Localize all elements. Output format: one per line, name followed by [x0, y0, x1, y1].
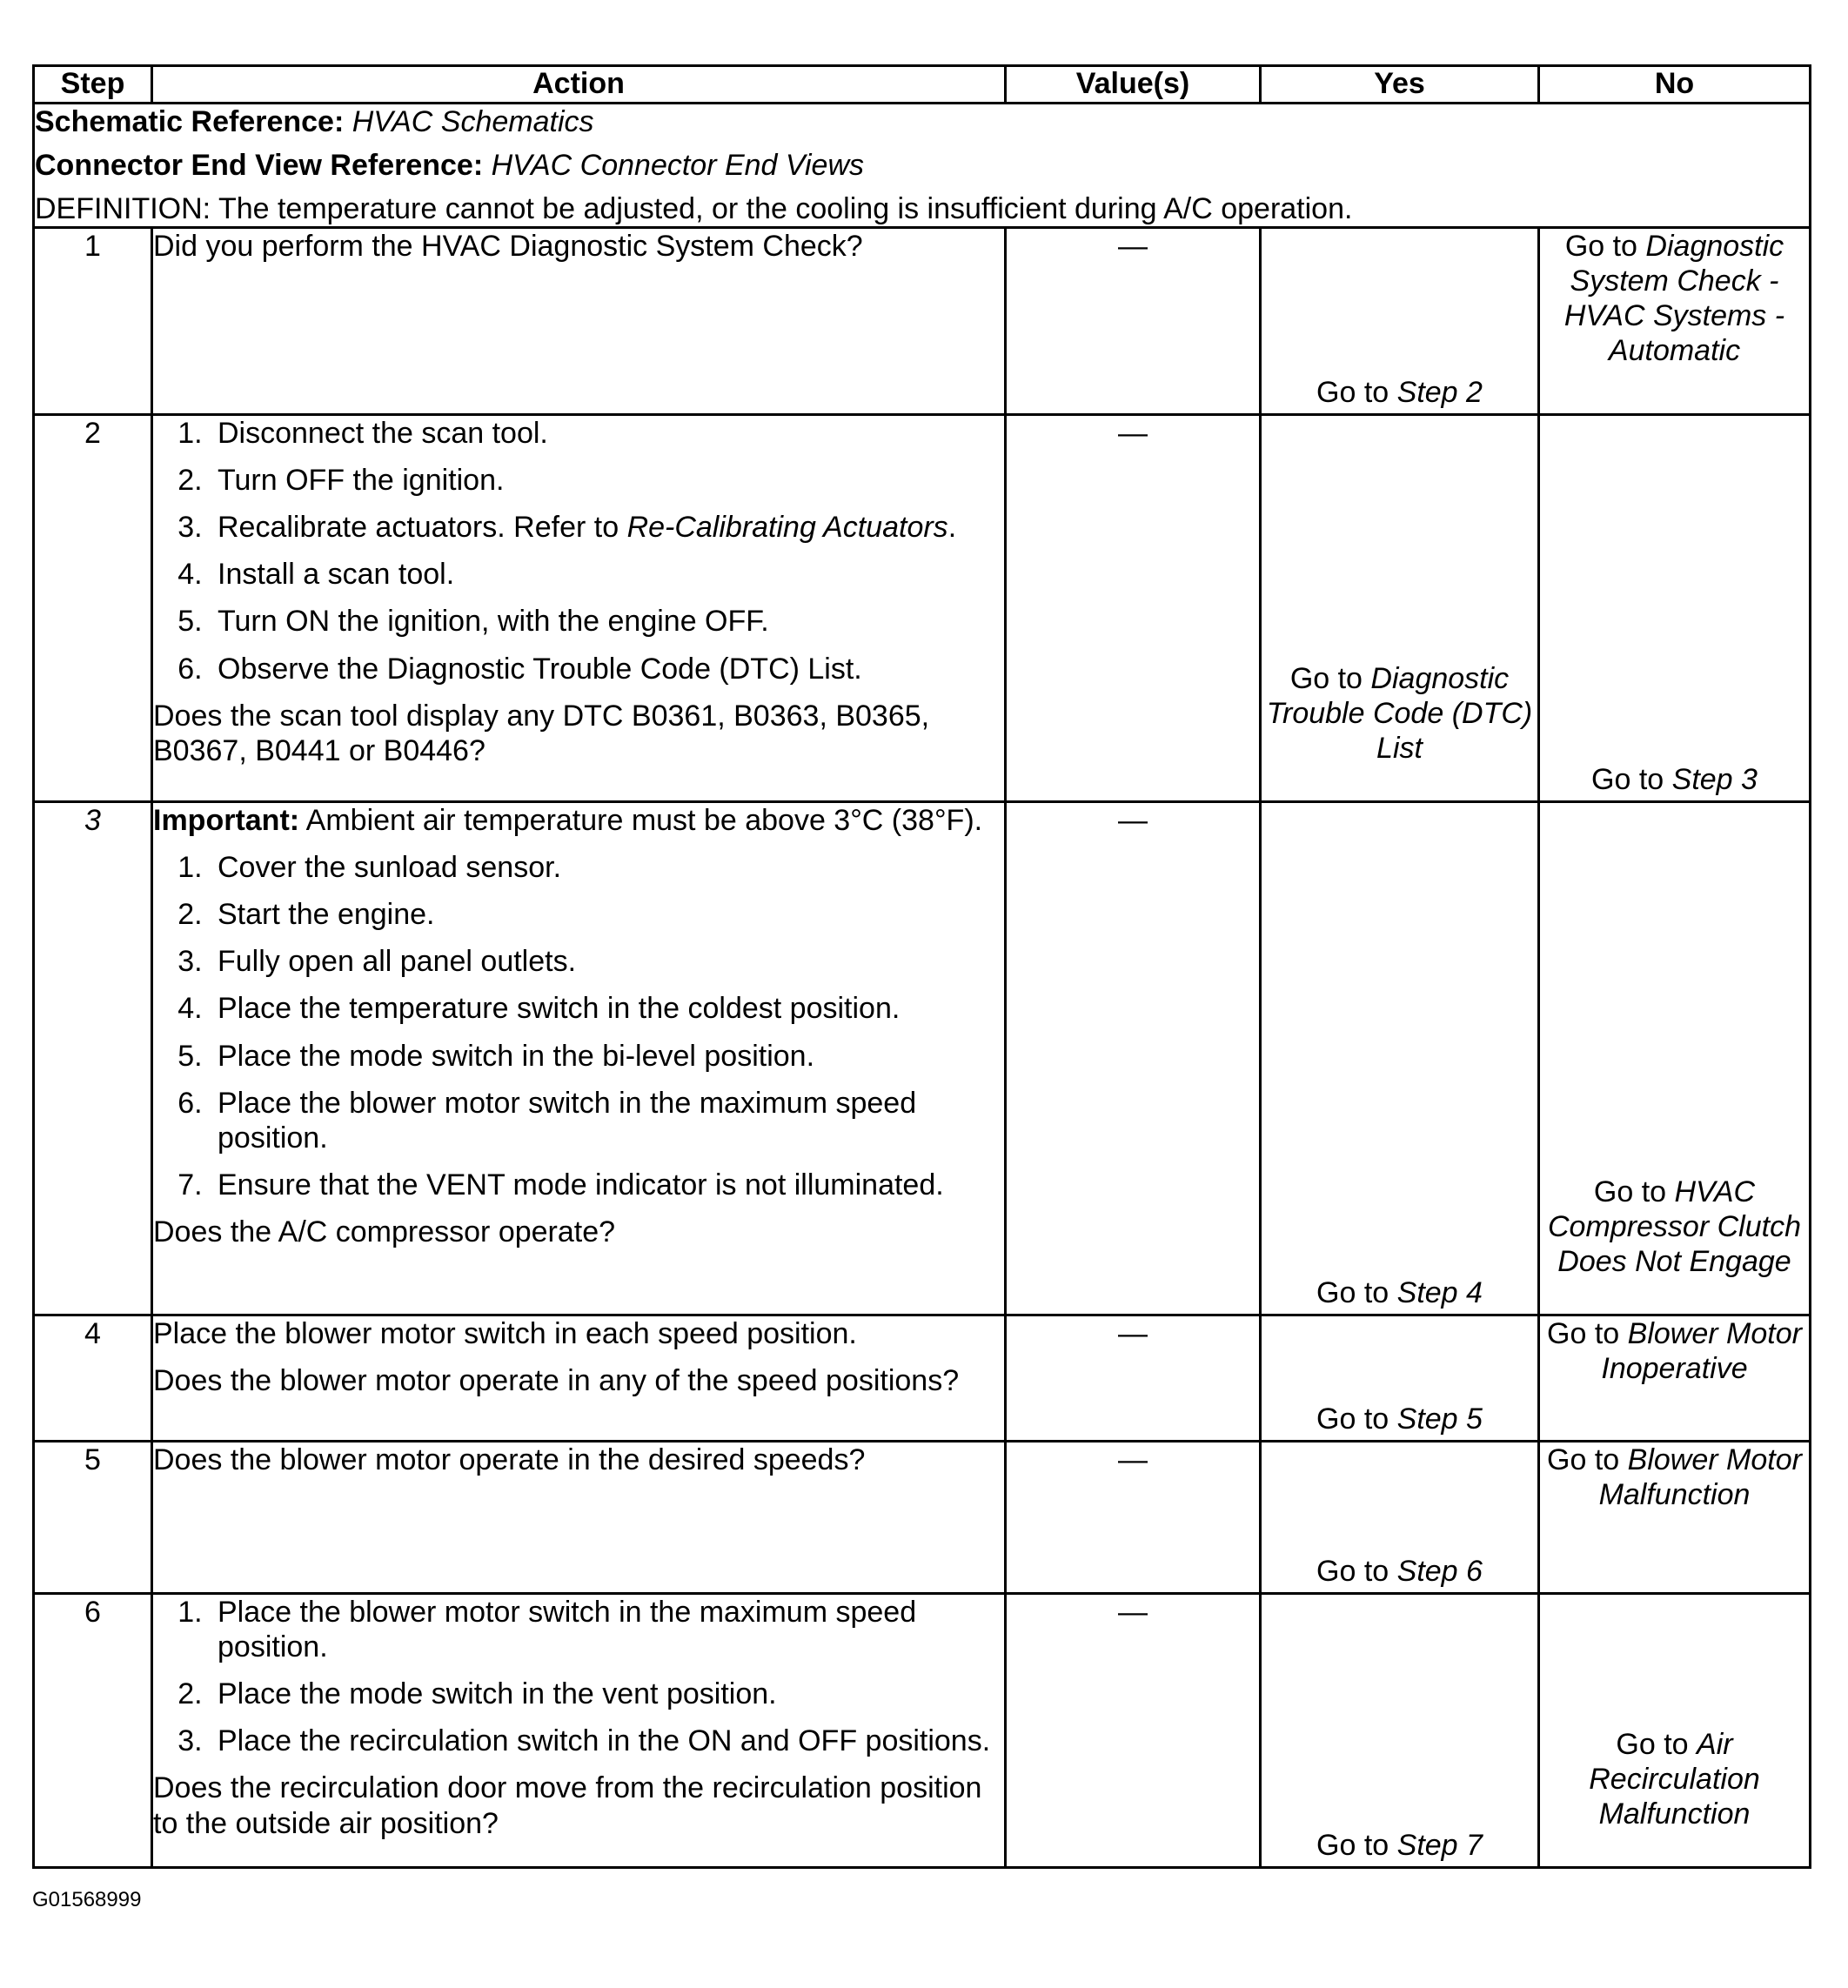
header-no: No — [1539, 66, 1811, 104]
no-prefix: Go to — [1564, 230, 1646, 263]
step-number: 6 — [34, 1594, 152, 1868]
action-cell — [152, 415, 1006, 802]
connector-reference-label: Connector End View Reference: — [35, 149, 484, 182]
definition-text: DEFINITION: The temperature cannot be adjusted, or the cooling is insufficient during A/C operation. — [35, 192, 1353, 225]
no-link[interactable]: Step 3 — [1671, 762, 1758, 796]
yes-prefix: Go to — [1316, 1828, 1397, 1862]
action-step: 1. Place the blower motor switch in the maximum speed position. — [211, 1595, 1004, 1664]
action-step: 5. Turn ON the ignition, with the engine OFF. — [211, 604, 1004, 639]
action-step: 2. Start the engine. — [211, 897, 1004, 932]
reference-cell — [34, 104, 1811, 228]
step-number: 1 — [34, 228, 152, 415]
action-question: Does the A/C compressor operate? — [153, 1215, 616, 1248]
action-step: 3. Fully open all panel outlets. — [211, 944, 1004, 979]
no-cell — [1539, 1442, 1811, 1594]
yes-prefix: Go to — [1316, 375, 1397, 409]
no-cell — [1539, 415, 1811, 802]
table-row — [34, 1315, 1811, 1442]
action-step — [211, 510, 1004, 545]
yes-prefix: Go to — [1316, 1275, 1397, 1309]
yes-prefix: Go to — [1316, 1554, 1397, 1588]
action-cell — [152, 1594, 1006, 1868]
yes-prefix: Go to — [1289, 661, 1371, 695]
action-question: Did you perform the HVAC Diagnostic System Check? — [153, 230, 863, 263]
action-step: 4. Place the temperature switch in the coldest position. — [211, 991, 1004, 1026]
no-cell — [1539, 1594, 1811, 1868]
yes-cell — [1261, 415, 1539, 802]
yes-prefix: Go to — [1316, 1402, 1397, 1436]
yes-link[interactable]: Step 7 — [1396, 1828, 1483, 1862]
action-step: 3. Place the recirculation switch in the ON and OFF positions. — [211, 1724, 1004, 1758]
diagnostic-table — [32, 64, 1811, 1869]
figure-id: G01568999 — [32, 1888, 142, 1911]
step-number: 2 — [34, 415, 152, 802]
yes-cell — [1261, 228, 1539, 415]
action-question: Does the scan tool display any DTC B0361, B0363, B0365, B0367, B0441 or B0446? — [153, 699, 930, 767]
action-cell — [152, 802, 1006, 1315]
connector-reference — [35, 148, 1809, 183]
yes-cell — [1261, 1594, 1539, 1868]
header-values: Value(s) — [1006, 66, 1261, 104]
step-number: 4 — [34, 1315, 152, 1442]
action-question: Does the recirculation door move from the recirculation position to the outside air position? — [153, 1771, 982, 1840]
action-step: 1. Cover the sunload sensor. — [211, 850, 1004, 885]
no-prefix: Go to — [1547, 1443, 1628, 1476]
action-step: 7. Ensure that the VENT mode indicator is not illuminated. — [211, 1168, 1004, 1202]
schematic-reference-link[interactable]: HVAC Schematics — [352, 105, 594, 138]
action-step: 6. Place the blower motor switch in the maximum speed position. — [211, 1086, 1004, 1155]
action-cell — [152, 228, 1006, 415]
no-cell — [1539, 802, 1811, 1315]
no-link[interactable]: Air Recirculation Malfunction — [1589, 1727, 1760, 1831]
action-question: Does the blower motor operate in any of the speed positions? — [153, 1364, 960, 1398]
action-steps-list — [153, 850, 1004, 1202]
action-step-suffix: . — [947, 511, 957, 545]
value-cell: — — [1006, 802, 1261, 1315]
schematic-reference-label: Schematic Reference: — [35, 105, 345, 138]
important-text: Ambient air temperature must be above 3°C (38°F). — [299, 804, 983, 837]
yes-link[interactable]: Step 2 — [1396, 375, 1483, 409]
action-instruction: Place the blower motor switch in each speed position. — [153, 1317, 857, 1350]
action-step: 1. Disconnect the scan tool. — [211, 416, 1004, 451]
action-step: 2. Place the mode switch in the vent position. — [211, 1677, 1004, 1711]
value-cell: — — [1006, 1594, 1261, 1868]
recalibrating-actuators-link[interactable]: Re-Calibrating Actuators — [626, 511, 948, 545]
step-number: 3 — [34, 802, 152, 1315]
value-cell: — — [1006, 1442, 1261, 1594]
schematic-reference — [35, 104, 1809, 139]
action-cell — [152, 1315, 1006, 1442]
action-step-text: Recalibrate actuators. Refer to — [218, 511, 627, 545]
header-step: Step — [34, 66, 152, 104]
no-link[interactable]: Blower Motor Malfunction — [1598, 1443, 1802, 1512]
action-question: Does the blower motor operate in the desired speeds? — [153, 1443, 866, 1476]
reference-row — [34, 104, 1811, 228]
action-step: 4. Install a scan tool. — [211, 557, 1004, 592]
no-prefix: Go to — [1616, 1727, 1697, 1761]
yes-link[interactable]: Diagnostic Trouble Code (DTC) List — [1266, 661, 1533, 765]
action-cell — [152, 1442, 1006, 1594]
table-row — [34, 802, 1811, 1315]
no-link[interactable]: HVAC Compressor Clutch Does Not Engage — [1548, 1175, 1801, 1278]
no-prefix: Go to — [1591, 762, 1672, 796]
important-label: Important: — [153, 804, 300, 837]
connector-reference-link[interactable]: HVAC Connector End Views — [491, 149, 864, 182]
yes-link[interactable]: Step 4 — [1396, 1275, 1483, 1309]
no-prefix: Go to — [1593, 1175, 1675, 1208]
important-note — [153, 803, 1004, 838]
yes-cell — [1261, 1442, 1539, 1594]
step-number: 5 — [34, 1442, 152, 1594]
action-steps-list — [153, 1595, 1004, 1758]
value-cell: — — [1006, 1315, 1261, 1442]
yes-cell — [1261, 1315, 1539, 1442]
action-step: 2. Turn OFF the ignition. — [211, 463, 1004, 498]
yes-link[interactable]: Step 6 — [1396, 1554, 1483, 1588]
value-cell: — — [1006, 415, 1261, 802]
table-row — [34, 1442, 1811, 1594]
no-cell — [1539, 1315, 1811, 1442]
table-header-row — [34, 66, 1811, 104]
no-link[interactable]: Diagnostic System Check - HVAC Systems - Automatic — [1563, 230, 1785, 368]
yes-link[interactable]: Step 5 — [1396, 1402, 1483, 1436]
action-steps-list — [153, 416, 1004, 686]
header-yes: Yes — [1261, 66, 1539, 104]
action-step: 6. Observe the Diagnostic Trouble Code (DTC) List. — [211, 652, 1004, 686]
table-row — [34, 228, 1811, 415]
table-row — [34, 415, 1811, 802]
no-cell — [1539, 228, 1811, 415]
table-row — [34, 1594, 1811, 1868]
no-prefix: Go to — [1547, 1317, 1628, 1350]
no-link[interactable]: Blower Motor Inoperative — [1601, 1317, 1802, 1386]
value-cell: — — [1006, 228, 1261, 415]
yes-cell — [1261, 802, 1539, 1315]
header-action: Action — [152, 66, 1006, 104]
action-step: 5. Place the mode switch in the bi-level position. — [211, 1039, 1004, 1074]
